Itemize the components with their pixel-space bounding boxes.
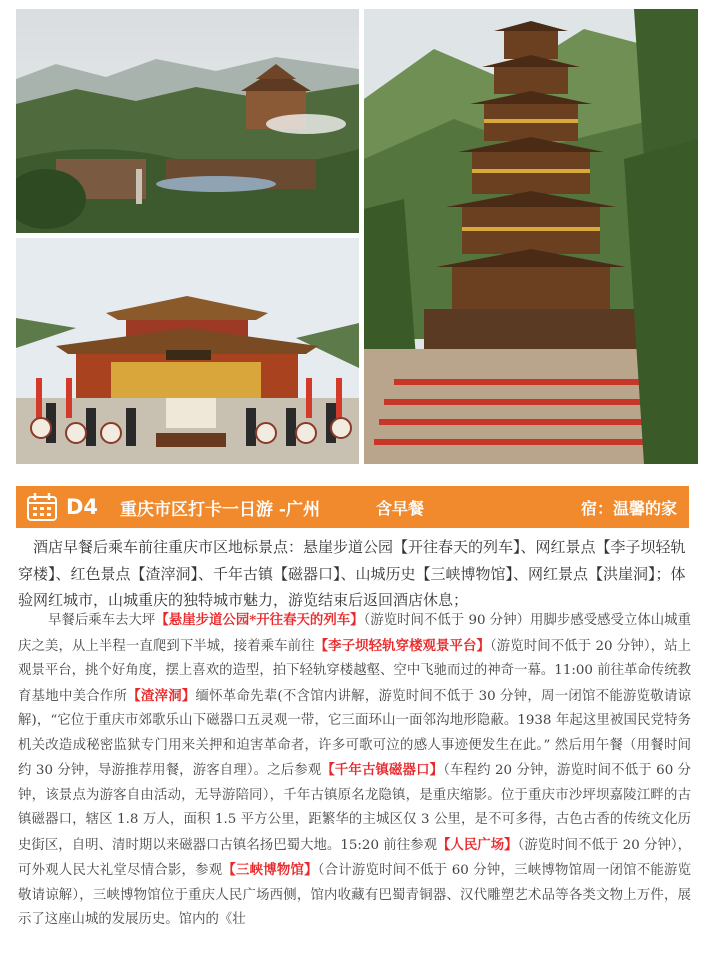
tall-pavilion-photo: [364, 9, 698, 464]
temple-ceremony-photo: [16, 238, 359, 464]
detail-text-segment: （合计游览时间不低于 60 分钟，三峡博物馆周一闭馆不能游览敬请谅解），三峡博物馆位于重庆人民广场西侧，馆内收藏有巴蜀青铜器、汉代雕塑艺术品等各类文物上万件，展示了这座山城的发展历史。馆内的《壮: [18, 863, 692, 927]
day-number: D4: [66, 495, 99, 519]
detail-text-segment: （游览时间不低于 90 分钟）用脚步感受感受立体山城重庆之美，从上半程一直爬到下半城，接着乘车前往: [18, 613, 691, 654]
day-summary: 酒店早餐后乘车前往重庆市区地标景点：悬崖步道公园【开往春天的列车】、网红景点【李子坝轻轨穿楼】、红色景点【渣滓洞】、千年古镇【磁器口】、山城历史【三峡博物馆】、网红景点【洪崖洞】；体验网红城市，山城重庆的独特城市魅力，游览结束后返回酒店休息；: [18, 538, 686, 609]
day-header-bar: [16, 486, 689, 528]
detail-text-segment: 早餐后乘车去大坪: [48, 613, 156, 628]
day-detail-text: [18, 608, 691, 933]
highlighted-attraction: 【千年古镇磁器口】: [321, 762, 444, 778]
highlighted-attraction: 【人民广场】: [437, 836, 518, 853]
meal-info: 含早餐: [376, 498, 425, 518]
detail-text-segment: （车程约 20 分钟，游览时间不低于 60 分钟，该景点为游客自由活动，无导游陪同），千年古镇原名龙隐镇，是重庆缩影。位于重庆市沙坪坝嘉陵江畔的古镇磁器口，辖区 1.8 万人，面积 1.5 平方公里，距繁华的主城区仅 3 公里，是不可多得，古色古香的传统文化历史街区，自明、清时期以来磁器口古镇名扬巴蜀大地。15:20 前往参观: [18, 763, 692, 853]
detail-text-segment: （游览时间不低于 20 分钟），可外观人民大礼堂尽情合影，参观: [18, 837, 691, 878]
highlighted-attraction: 【悬崖步道公园*开往春天的列车】: [155, 612, 364, 628]
detail-text-segment: （游览时间不低于 20 分钟），站上观景平台，挑个好角度，摆上喜欢的造型，拍下轻轨穿楼越壑、空中飞驰而过的神奇一幕。11:00 前往革命传统教育基地中美合作所: [18, 638, 692, 704]
aerial-village-photo: [16, 9, 359, 233]
highlighted-attraction: 【渣滓洞】: [127, 687, 196, 704]
highlighted-attraction: 【三峡博物馆】: [222, 862, 318, 878]
highlighted-attraction: 【李子坝轻轨穿楼观景平台】: [314, 637, 490, 654]
accommodation-info: 宿：温馨的家: [580, 498, 677, 518]
day-title: 重庆市区打卡一日游 -广州: [120, 499, 320, 520]
detail-text-segment: 缅怀革命先辈(不含馆内讲解，游览时间不低于 30 分钟，周一闭馆不能游览敬请谅解)，“它位于重庆市郊歌乐山下磁器口五灵观一带，它三面环山一面邻沟地形隐蔽。1938 年起这里被国民党特务机关改造成秘密监狱专门用来关押和迫害革命者，许多可歌可泣的感人事迹便发生在此。” 然后用午餐（用餐时间约 30 分钟，导游推荐用餐，游客自理）。之后参观: [18, 688, 692, 778]
calendar-icon: [26, 492, 58, 522]
